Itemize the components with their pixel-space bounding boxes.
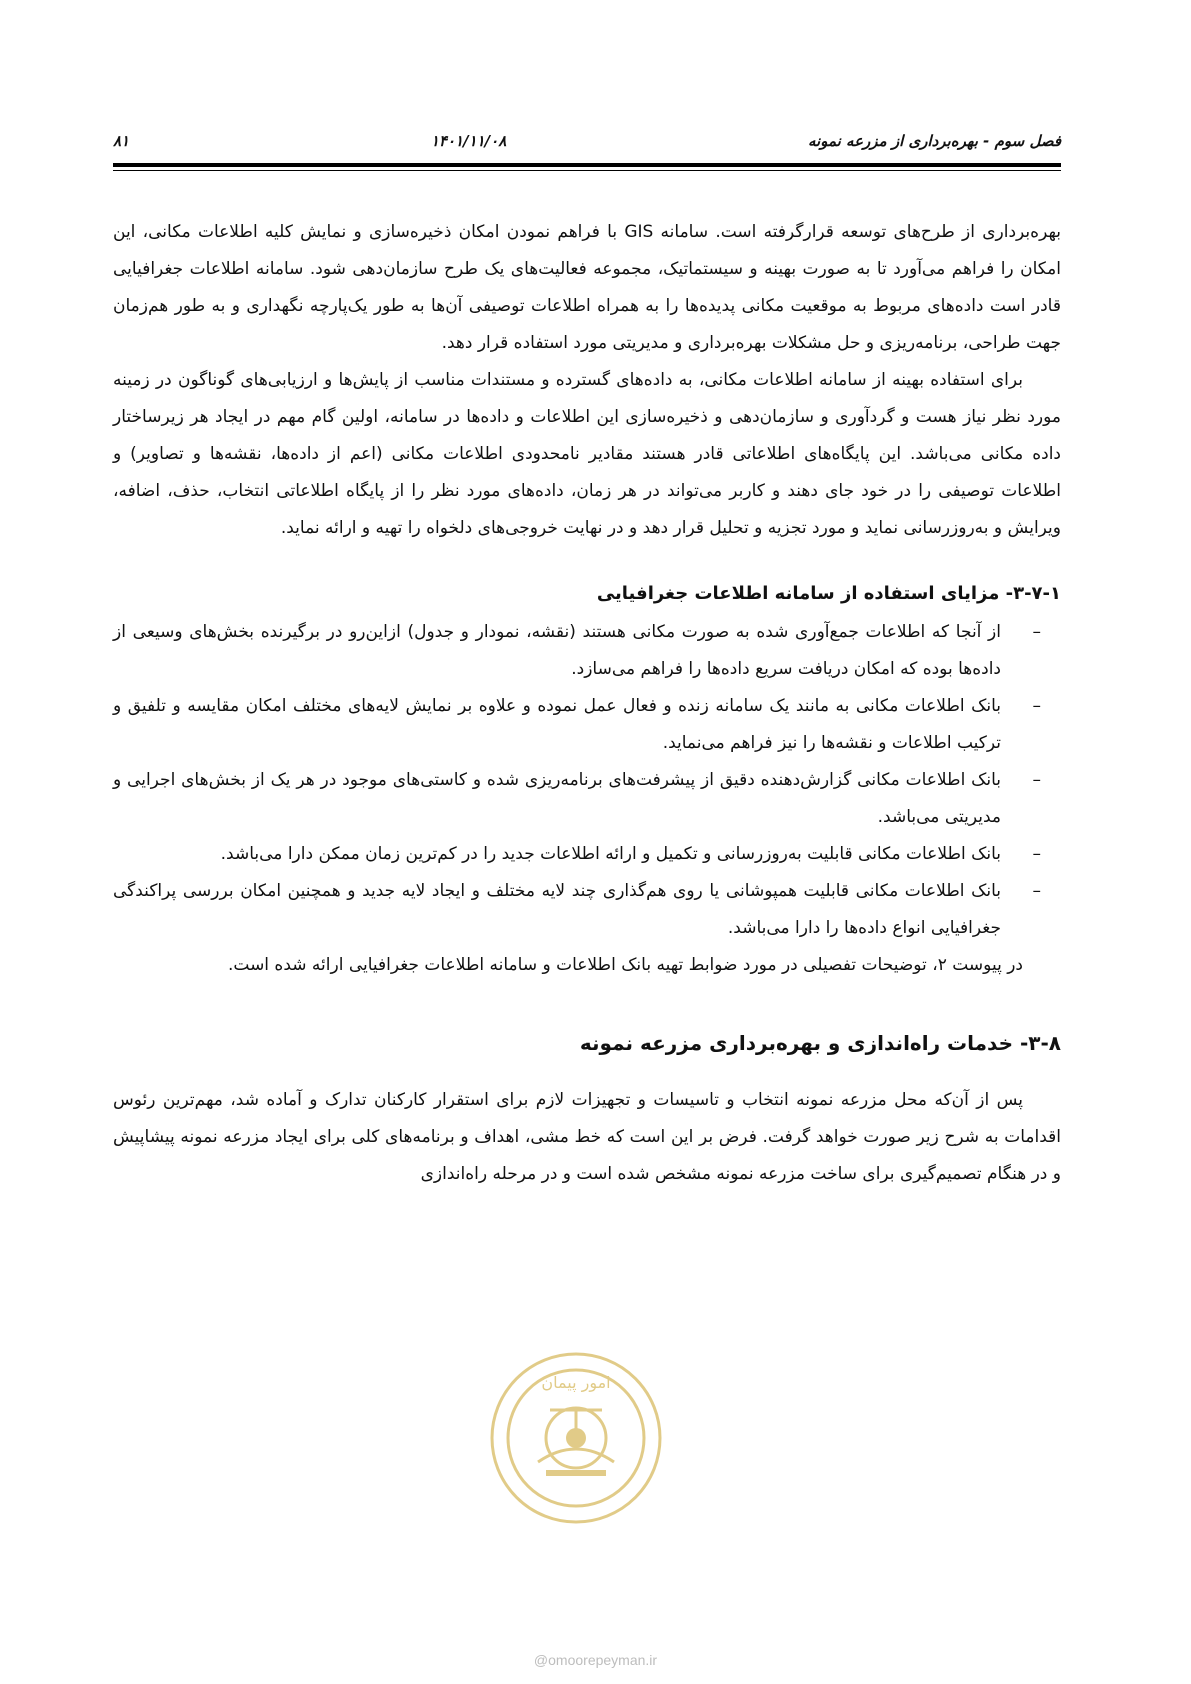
list-item: [113, 836, 1061, 873]
bullet-dash: –: [1032, 881, 1041, 901]
header-rule-thin: [113, 170, 1061, 171]
list-item-text: بانک اطلاعات مکانی به مانند یک سامانه زنده و فعال عمل نموده و علاوه بر نمایش لایه‌های مختلف امکان مقایسه و تلفیق و ترکیب اطلاعات و نقشه‌ها را نیز فراهم می‌نماید.: [113, 696, 1001, 753]
appendix-note: در پیوست ۲، توضیحات تفصیلی در مورد ضوابط تهیه بانک اطلاعات و سامانه اطلاعات جغرافیایی ارائه شده است.: [227, 955, 1023, 975]
list-item-text: بانک اطلاعات مکانی قابلیت به‌روزرسانی و تکمیل و ارائه اطلاعات جدید را در کم‌ترین زمان ممکن دارا می‌باشد.: [220, 844, 1001, 864]
list-item: [113, 873, 1061, 947]
paragraph-gis-database: برای استفاده بهینه از سامانه اطلاعات مکانی، به داده‌های گسترده و مستندات مناسب از پایش‌ها و ارزیابی‌های گوناگون در زمینه مورد نظر نیاز هست و گردآوری و سازمان‌دهی و ذخیره‌سازی این اطلاعات و داده‌ها در سامانه، اولین گام مهم در ایجاد هر زیرساختار داده مکانی می‌باشد. این پایگاه‌های اطلاعاتی قادر هستند مقادیر نامحدودی اطلاعات مکانی (اعم از داده‌ها، نقشه‌ها و تصاویر) و اطلاعات توصیفی را در خود جای دهند و کاربر می‌تواند در هر زمان، داده‌های مورد نظر را از پایگاه اطلاعاتی انتخاب، حذف، اضافه، ویرایش و به‌روزرسانی نماید و مورد تجزیه و تحلیل قرار دهد و در نهایت خروجی‌های دلخواه را تهیه و ارائه نماید.: [113, 370, 1061, 538]
bullet-dash: –: [1032, 844, 1041, 864]
list-item: [113, 762, 1061, 836]
chapter-title: فصل سوم - بهره‌برداری از مزرعه نمونه: [808, 132, 1061, 150]
page-header: [113, 128, 1061, 154]
paragraph-gis-intro: بهره‌برداری از طرح‌های توسعه قرارگرفته است. سامانه GIS با فراهم نمودن امکان ذخیره‌سازی و نمایش کلیه اطلاعات مکانی، این امکان را فراهم می‌آورد تا به صورت بهینه و سیستماتیک، مجموعه فعالیت‌های یک طرح سازمان‌دهی شود. سامانه اطلاعات جغرافیایی قادر است داده‌های مربوط به موقعیت مکانی پدیده‌ها را به همراه اطلاعات توصیفی آن‌ها به طور یک‌پارچه نگهداری و به طور هم‌زمان جهت طراحی، برنامه‌ریزی و حل مشکلات بهره‌برداری و مدیریتی مورد استفاده قرار دهد.: [113, 222, 1062, 353]
list-item: [113, 688, 1061, 762]
page-body: [113, 214, 1061, 1193]
site-watermark: @omoorepeyman.ir: [533, 1652, 658, 1668]
list-item-text: بانک اطلاعات مکانی قابلیت همپوشانی یا روی هم‌گذاری چند لایه مختلف و ایجاد لایه جدید و همچنین امکان بررسی پراکندگی جغرافیایی انواع داده‌ها را دارا می‌باشد.: [113, 881, 1001, 938]
list-item-text: از آنجا که اطلاعات جمع‌آوری شده به صورت مکانی هستند (نقشه، نمودار و جدول) ازاین‌رو در برگیرنده بخش‌های وسیعی از داده‌ها بوده که امکان دریافت سریع داده‌ها را فراهم می‌سازد.: [113, 622, 1001, 679]
header-rule-thick: [113, 163, 1061, 167]
bullet-dash: –: [1032, 622, 1041, 642]
seal-text: امور پیمان: [541, 1373, 611, 1392]
list-item-text: بانک اطلاعات مکانی گزارش‌دهنده دقیق از پیشرفت‌های برنامه‌ریزی شده و کاستی‌های موجود در هر یک از بخش‌های اجرایی و مدیریتی می‌باشد.: [113, 770, 1001, 827]
bullet-dash: –: [1032, 770, 1041, 790]
page-number: ۸۱: [113, 132, 130, 150]
header-date: ۱۴۰۱/۱۱/۰۸: [430, 132, 507, 150]
bullet-dash: –: [1032, 696, 1041, 716]
section-heading-farm-services: ۳-۸- خدمات راه‌اندازی و بهره‌برداری مزرعه نمونه: [579, 1031, 1061, 1055]
seal-watermark-icon: [488, 1350, 664, 1526]
list-item: [113, 614, 1061, 688]
advantages-list: [113, 614, 1061, 947]
paragraph-farm-services: پس از آن‌که محل مزرعه نمونه انتخاب و تاسیسات و تجهیزات لازم برای استقرار کارکنان تدارک و آماده شد، مهم‌ترین رئوس اقدامات به شرح زیر صورت خواهد گرفت. فرض بر این است که خط مشی، اهداف و برنامه‌های کلی برای ایجاد مزرعه نمونه پیشاپیش و در هنگام تصمیم‌گیری برای ساخت مزرعه نمونه مشخص شده است و در مرحله راه‌اندازی: [113, 1090, 1061, 1184]
section-heading-gis-advantages: ۳-۷-۱- مزایای استفاده از سامانه اطلاعات جغرافیایی: [596, 583, 1061, 604]
